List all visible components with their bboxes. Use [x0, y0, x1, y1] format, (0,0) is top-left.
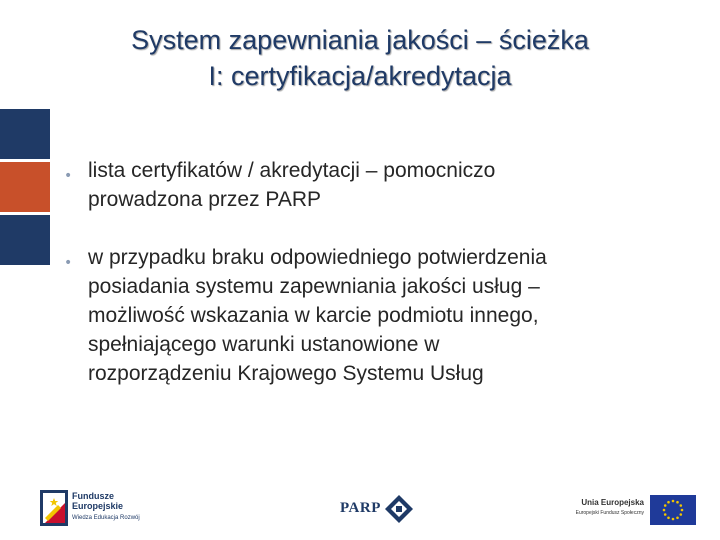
unia-europejska-logo: [560, 494, 700, 528]
side-accent-block-bottom: [0, 215, 50, 265]
bullet-list: [62, 156, 682, 388]
fe-program-name: Wiedza Edukacja Rozwój: [72, 515, 140, 521]
fe-name-line2: Europejskie: [72, 501, 124, 511]
bullet-line: w przypadku braku odpowiedniego potwierdzenia: [88, 246, 547, 269]
fe-name-line1: Fundusze: [72, 491, 114, 501]
parp-logo: [340, 494, 420, 524]
parp-name: PARP: [340, 500, 381, 516]
bullet-line: lista certyfikatów / akredytacji – pomocniczo: [88, 159, 496, 182]
title-line-2: I: certyfikacja/akredytacja: [208, 61, 512, 91]
slide-title: [40, 22, 680, 94]
eu-flag-icon: [650, 495, 696, 525]
footer-logos: [0, 488, 720, 532]
bullet-line: prowadzona przez PARP: [88, 188, 322, 211]
ue-name: Unia Europejska: [581, 498, 644, 507]
bullet-marker: •: [64, 255, 73, 271]
bullet-line: spełniającego warunki ustanowione w: [88, 333, 440, 356]
side-accent-block-middle: [0, 162, 50, 212]
bullet-marker: •: [64, 168, 73, 184]
ue-fund-name: Europejski Fundusz Społeczny: [575, 510, 644, 516]
parp-emblem-icon: [384, 494, 414, 524]
bullet-line: posiadania systemu zapewniania jakości usług –: [88, 275, 540, 298]
side-accent-block-top: [0, 109, 50, 159]
bullet-item: [62, 156, 682, 214]
title-line-1: System zapewniania jakości – ścieżka: [131, 25, 589, 55]
fundusze-europejskie-emblem-icon: [40, 490, 68, 526]
fundusze-europejskie-logo: [40, 488, 170, 528]
bullet-line: możliwość wskazania w karcie podmiotu innego,: [88, 304, 539, 327]
bullet-line: rozporządzeniu Krajowego Systemu Usług: [88, 362, 484, 385]
bullet-item: [62, 243, 682, 388]
